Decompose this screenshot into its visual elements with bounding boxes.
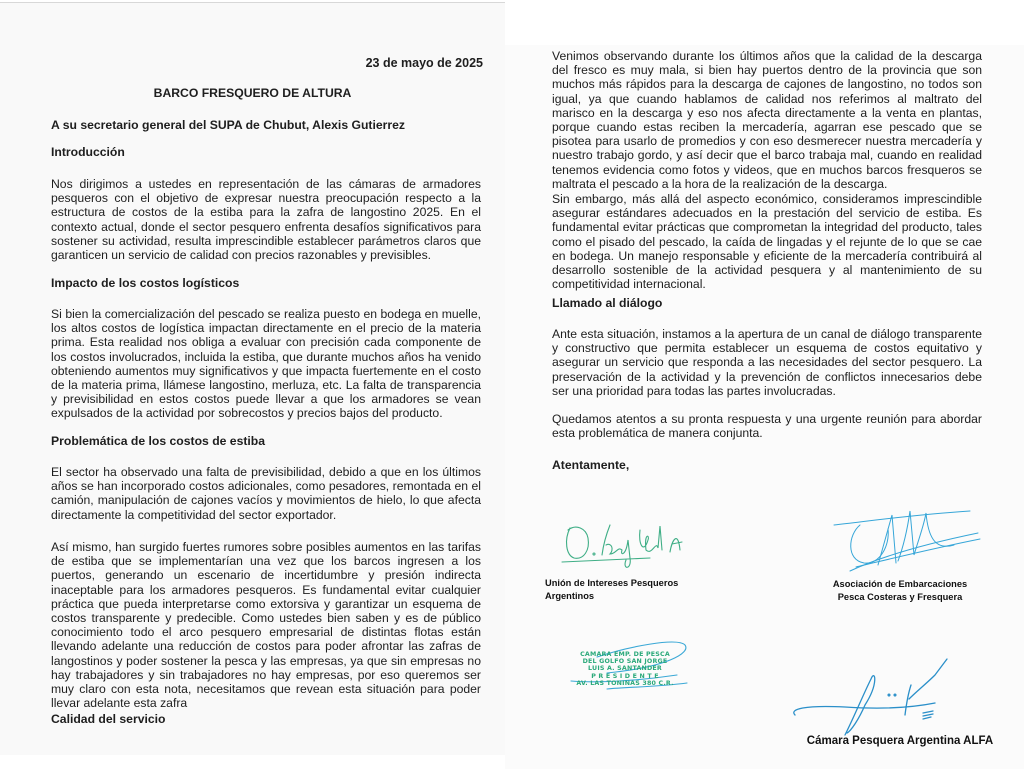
- paragraph-calidad: Venimos observando durante los últimos años que la calidad de la descarga del fresco es muy mala, si bien hay puertos dentro de la provincia que son muchos más rápidos para la descarga de cajones de langostino, no todos son igual, ya que cuando hablamos de calidad nos referimos al maltrato del marisco en la descarga y eso nos afecta directamente a la venta en plantas, porque cuando estas reciben la mercadería, agarran ese pescado que se pisotea para usarlo de promedios y con eso desmerecer nuestra mercadería y nuestro trabajo gordo, y así decir que el barco trabaja mal, cuando en realidad tenemos evidencia como fotos y videos, que en muchos barcos fresqueros se maltrata el pescado a la hora de la realización de la descarga.: [552, 49, 982, 191]
- stamp-camara-golfo: [575, 651, 675, 687]
- paragraph-problematica-2: Así mismo, han surgido fuertes rumores sobre posibles aumentos en las tarifas de estiba que se implementarían una vez que los barcos ingresen a los puertos, generando un escenario de incertidumbre y presión indirecta inaceptable para los armadores pesqueros. Es fundamental evitar cualquier práctica que pueda interpretarse como extorsiva y garantizar un esquema de costos transparente y predecible. Como ustedes bien saben y es de público conocimiento todo el arco pesquero empresarial de distintas flotas están llevando adelante una reducción de costos para poder afrontar las zafras de langostinos y poder sostener la pesca y las empresas, ya que sin empresas no hay trabajadores y sin trabajadores no hay empresas, por eso queremos ser muy claro con esta nota, necesitamos que revean esta situación para poder llevar adelante esta zafra: [51, 540, 481, 711]
- signature-alfa: [785, 655, 975, 735]
- signatory-alfa: Cámara Pesquera Argentina ALFA: [806, 735, 994, 747]
- signature-uipa: [560, 510, 700, 575]
- letter-addressee: A su secretario general del SUPA de Chubut, Alexis Gutierrez: [51, 118, 405, 132]
- section-heading-problematica: Problemática de los costos de estiba: [51, 434, 266, 448]
- signatory-asociacion-line1: Asociación de Embarcaciones: [832, 579, 968, 589]
- letter-title: BARCO FRESQUERO DE ALTURA: [153, 86, 352, 100]
- paragraph-impacto: Si bien la comercialización del pescado se realiza puesto en bodega en muelle, los altos costos de logística impactan directamente en el precio de la materia prima. Esta realidad nos obliga a evaluar con precisión cada componente de los costos involucrados, incluida la estiba, que durante muchos años ha venido obteniendo aumentos muy significativos y que impacta fuertemente en el costo de la materia prima, llámese langostino, merluza, etc. La falta de transparencia y previsibilidad en estos costos puede llevar a que los armadores se vean expulsados de la actividad por sobrecostos y precios bajos del producto.: [51, 307, 481, 421]
- paragraph-dialogo: Ante esta situación, instamos a la apertura de un canal de diálogo transparente y constructivo que permita establecer un esquema de costos equitativo y asegurar un servicio que responda a las necesidades del sector pesquero. La preservación de la actividad y la prevención de conflictos innecesarios debe ser una prioridad para todas las partes involucradas.: [552, 327, 982, 398]
- paragraph-estandares: Sin embargo, más allá del aspecto económico, consideramos imprescindible asegurar estándares adecuados en la prestación del servicio de estiba. Es fundamental evitar prácticas que comprometan la integridad del producto, tales como el pisado del pescado, la caída de lingadas y el rejunte de lo que se cae en bodega. Un manejo responsable y eficiente de la mercadería contribuirá al desarrollo sostenible de la actividad pesquera y al mantenimiento de su competitividad internacional.: [552, 192, 982, 292]
- section-heading-dialogo: Llamado al diálogo: [552, 296, 663, 310]
- signature-asociacion: [830, 505, 980, 575]
- letter-page-2: [505, 45, 1024, 769]
- stamp-line: DEL GOLFO SAN JORGE: [582, 658, 668, 666]
- signatory-uipa: Unión de Intereses Pesqueros Argentinos: [545, 578, 679, 601]
- section-heading-introduccion: Introducción: [51, 145, 125, 159]
- stamp-line: CAMARA EMP. DE PESCA: [580, 651, 670, 658]
- letter-date: 23 de mayo de 2025: [365, 56, 483, 70]
- stamp-line: AV. LAS TONINAS 380 C.R.: [576, 679, 674, 687]
- paragraph-problematica-1: El sector ha observado una falta de previsibilidad, debido a que en los últimos años se han incorporado costos adicionales, como pesadores, remontada en el camión, manipulación de cajones vacíos y movimientos de hielo, lo que afecta directamente la competitividad del sector exportador.: [51, 465, 481, 522]
- letter-page-1: [0, 2, 505, 755]
- stamp-line: LUIS A. SANTANDER: [588, 665, 662, 673]
- signatory-asociacion-line2: Pesca Costeras y Fresquera: [837, 592, 963, 602]
- paragraph-introduccion: Nos dirigimos a ustedes en representación de las cámaras de armadores pesqueros con el objetivo de expresar nuestra preocupación respecto a la estructura de costos de la estiba para la zafra de langostino 2025. En el contexto actual, donde el sector pesquero enfrenta desafíos significativos para sostener su actividad, resulta imprescindible establecer parámetros claros que garanticen un servicio de calidad con precios razonables y previsibles.: [51, 177, 481, 263]
- paragraph-respuesta: Quedamos atentos a su pronta respuesta y una urgente reunión para abordar esta problemática de manera conjunta.: [552, 412, 982, 441]
- closing-text: Atentamente,: [552, 458, 630, 472]
- section-heading-impacto: Impacto de los costos logísticos: [51, 276, 240, 290]
- stamp-line: P R E S I D E N T E: [591, 672, 659, 680]
- section-heading-calidad: Calidad del servicio: [51, 712, 166, 726]
